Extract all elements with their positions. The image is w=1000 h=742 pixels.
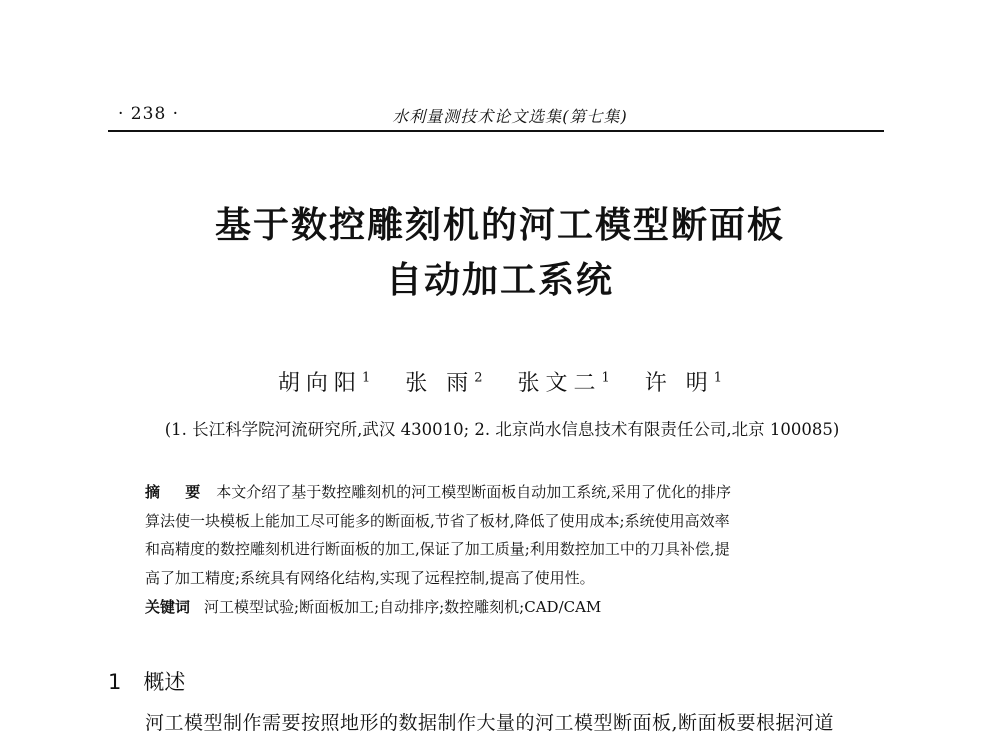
author-name: 张 雨 xyxy=(405,371,475,396)
body-paragraph: 河工模型制作需要按照地形的数据制作大量的河工模型断面板,断面板要根据河道 xyxy=(145,712,835,734)
abstract-line: 和高精度的数控雕刻机进行断面板的加工,保证了加工质量;利用数控加工中的刀具补偿,提 xyxy=(145,540,730,558)
paper-title xyxy=(100,198,900,308)
section-title: 概述 xyxy=(143,670,186,694)
author-3 xyxy=(518,366,610,397)
keywords-text: 河工模型试验;断面板加工;自动排序;数控雕刻机;CAD/CAM xyxy=(204,598,602,616)
title-line-1: 基于数控雕刻机的河工模型断面板 xyxy=(214,205,785,246)
author-4 xyxy=(645,366,722,397)
abstract-line: 算法使一块模板上能加工尽可能多的断面板,节省了板材,降低了使用成本;系统使用高效率 xyxy=(145,511,730,530)
abstract-line: 高了加工精度;系统具有网络化结构,实现了远程控制,提高了使用性。 xyxy=(145,568,595,587)
author-2 xyxy=(405,366,482,397)
author-1 xyxy=(278,366,370,397)
section-heading xyxy=(108,666,185,696)
abstract-line xyxy=(145,478,865,507)
author-affiliation-mark: 2 xyxy=(474,370,483,386)
author-name: 张文二 xyxy=(517,371,602,396)
keywords-label: 关键词 xyxy=(145,598,191,616)
author-name: 胡向阳 xyxy=(277,371,362,396)
page-number: · 238 · xyxy=(118,104,180,124)
running-title: 水利量测技术论文选集(第七集) xyxy=(392,107,628,126)
section-number: 1 xyxy=(108,670,122,694)
author-name: 许 明 xyxy=(644,371,714,396)
abstract-label: 摘 要 xyxy=(145,483,211,501)
author-list xyxy=(100,366,900,397)
title-line-2: 自动加工系统 xyxy=(385,260,614,301)
abstract xyxy=(145,478,865,622)
author-affiliation-mark: 1 xyxy=(361,370,371,386)
author-affiliation-mark: 1 xyxy=(713,370,723,386)
keywords xyxy=(145,593,865,622)
affiliation: (1. 长江科学院河流研究所,武汉 430010; 2. 北京尚水信息技术有限责任公司,北京 100085) xyxy=(164,420,840,439)
author-affiliation-mark: 1 xyxy=(601,370,610,386)
header-rule xyxy=(108,130,884,132)
abstract-text: 本文介绍了基于数控雕刻机的河工模型断面板自动加工系统,采用了优化的排序 xyxy=(216,483,732,501)
